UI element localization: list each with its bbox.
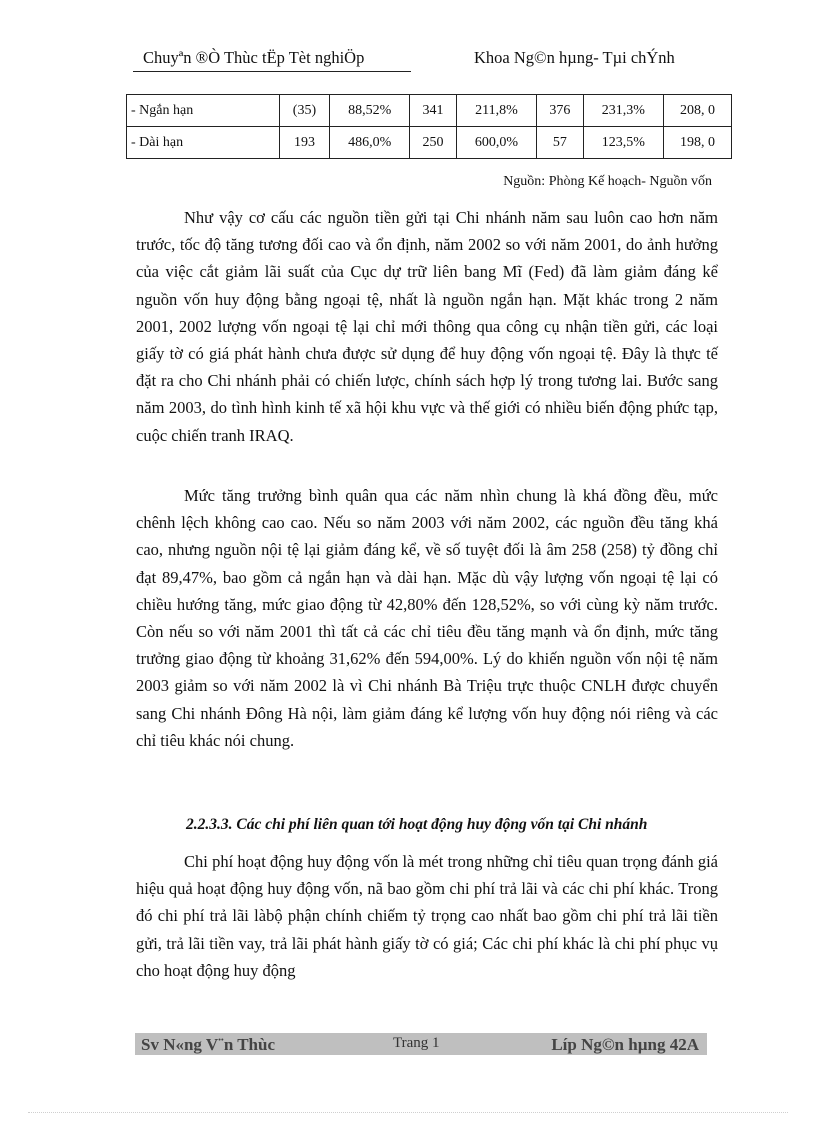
table-cell: 600,0% xyxy=(456,127,537,159)
section-heading: 2.2.3.3. Các chi phí liên quan tới hoạt động huy động vốn tại Chi nhánh xyxy=(186,816,648,833)
paragraph-1 xyxy=(136,204,718,449)
page-edge-divider xyxy=(28,1112,788,1113)
footer-class: Líp Ng©n hµng 42A xyxy=(551,1035,699,1054)
table-cell: 211,8% xyxy=(456,95,537,127)
table-cell: 208, 0 xyxy=(664,95,732,127)
table-cell: - Dài hạn xyxy=(127,127,280,159)
header-left-title: Chuyªn ®Ò Thùc tËp Tèt nghiÖp xyxy=(133,48,411,72)
table-cell: 231,3% xyxy=(583,95,664,127)
header-right-title: Khoa Ng©n hµng- Tµi chÝnh xyxy=(474,48,675,67)
table-cell: 198, 0 xyxy=(664,127,732,159)
footer-page-number: Trang 1 xyxy=(393,1035,440,1051)
table-cell: 250 xyxy=(410,127,456,159)
paragraph-2 xyxy=(136,482,718,754)
data-table xyxy=(126,94,732,159)
table-cell: 123,5% xyxy=(583,127,664,159)
table-source-note: Nguồn: Phòng Kế hoạch- Nguồn vốn xyxy=(503,174,712,189)
paragraph-2-text: Mức tăng trưởng bình quân qua các năm nhìn chung là khá đồng đều, mức chênh lệch không cao cao. Nếu so năm 2003 với năm 2002, các nguồn đều tăng khá cao, nhưng nguồn nội tệ lại giảm đáng kể, về số tuyệt đối là âm 258 (258) tỷ đồng chỉ đạt 89,47%, bao gồm cả ngắn hạn và dài hạn. Mặc dù vậy lượng vốn ngoại tệ lại có chiều hướng tăng, mức giao động từ 42,80% đến 128,52%, so với cùng kỳ năm trước. Còn nếu so với năm 2001 thì tất cả các chỉ tiêu đều tăng mạnh và ổn định, mức tăng trưởng giao động từ khoảng 31,62% đến 594,00%. Lý do khiến nguồn vốn nội tệ năm 2003 giảm so với năm 2002 là vì Chi nhánh Bà Triệu trực thuộc CNLH được chuyển sang Chi nhánh Đông Hà nội, làm giảm đáng kể lượng vốn huy động nói riêng và các chỉ tiêu khác nói chung. xyxy=(136,486,718,750)
paragraph-3 xyxy=(136,848,718,984)
table-cell: 88,52% xyxy=(329,95,410,127)
footer-author: Sv N«ng V¨n Thùc xyxy=(141,1035,276,1054)
paragraph-1-text: Như vậy cơ cấu các nguồn tiền gửi tại Chi nhánh năm sau luôn cao hơn năm trước, tốc độ tăng tương đối cao và ổn định, năm 2002 so với năm 2001, do ảnh hưởng của việc cắt giảm lãi suất của Cục dự trữ liên bang Mĩ (Fed) đã làm giảm đáng kể nguồn vốn huy động bằng ngoại tệ, nhất là nguồn ngắn hạn. Mặt khác trong 2 năm 2001, 2002 lượng vốn ngoại tệ lại chỉ mới thông qua công cụ nhận tiền gửi, các loại giấy tờ có giá phát hành chưa được sử dụng để huy động vốn ngoại tệ. Đây là thực tế đặt ra cho Chi nhánh phải có chiến lược, chính sách hợp lý trong tương lai. Bước sang năm 2003, do tình hình kinh tế xã hội khu vực và thế giới có nhiều biến động phức tạp, cuộc chiến tranh IRAQ. xyxy=(136,208,718,445)
table-cell: 341 xyxy=(410,95,456,127)
table-cell: 193 xyxy=(280,127,330,159)
table-cell: (35) xyxy=(280,95,330,127)
page-footer xyxy=(135,1033,707,1055)
table-cell: 376 xyxy=(537,95,583,127)
table-row xyxy=(127,95,732,127)
table-cell: - Ngắn hạn xyxy=(127,95,280,127)
table-cell: 57 xyxy=(537,127,583,159)
paragraph-3-text: Chi phí hoạt động huy động vốn là mét trong những chỉ tiêu quan trọng đánh giá hiệu quả hoạt động huy động vốn, nã bao gồm chi phí trả lãi và các chi phí khác. Trong đó chi phí trả lãi làbộ phận chính chiếm tỷ trọng cao nhất bao gồm chi phí trả lãi tiền gửi, trả lãi tiền vay, trả lãi phát hành giấy tờ có giá; Các chi phí khác là chi phí phục vụ cho hoạt động huy động xyxy=(136,852,718,980)
table-cell: 486,0% xyxy=(329,127,410,159)
table-row xyxy=(127,127,732,159)
